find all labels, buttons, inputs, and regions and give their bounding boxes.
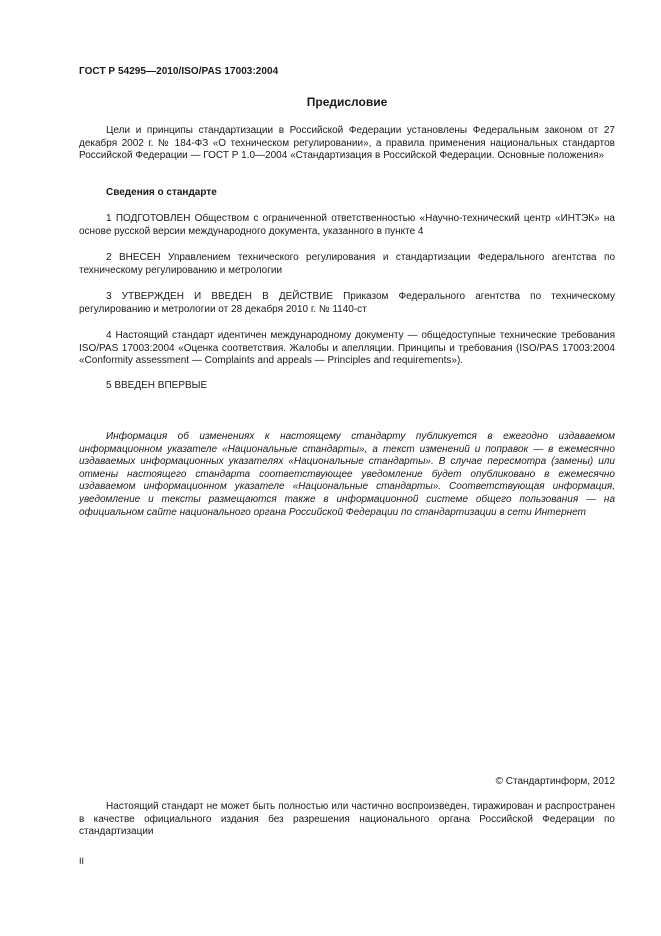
item-5-paragraph: 5 ВВЕДЕН ВПЕРВЫЕ (106, 380, 208, 391)
document-header: ГОСТ Р 54295—2010/ISO/PAS 17003:2004 (79, 66, 279, 77)
item-1-paragraph: 1 ПОДГОТОВЛЕН Обществом с ограниченной ответственностью «Научно-технический центр «ИНТЭК» на основе русской версии международного документа, указанного в пункте 4 (79, 213, 615, 237)
page-title: Предисловие (306, 95, 388, 109)
section-subheading: Сведения о стандарте (106, 187, 217, 198)
reproduction-notice: Настоящий стандарт не может быть полностью или частично воспроизведен, тиражирован и распространен в качестве официального издания без разрешения национального органа Российской Федерации по стандартизации (79, 801, 615, 837)
item-3-paragraph: 3 УТВЕРЖДЕН И ВВЕДЕН В ДЕЙСТВИЕ Приказом Федерального агентства по техническому регулированию и метрологии от 28 декабря 2010 г. № 1140-ст (79, 291, 615, 315)
intro-paragraph: Цели и принципы стандартизации в Российской Федерации установлены Федеральным законом от 27 декабря 2002 г. № 184-ФЗ «О техническом регулировании», а правила применения национальных стандартов Российской Федерации — ГОСТ Р 1.0—2004 «Стандартизация в Российской Федерации. Основные положения» (79, 125, 615, 161)
item-4-paragraph: 4 Настоящий стандарт идентичен международному документу — общедоступные технические требования ISO/PAS 17003:2004 «Оценка соответствия. Жалобы и апелляции. Принципы и требования (ISO/PAS 17003:2004 «Conformity assessment — Complaints and appeals — Principles and requirements»). (79, 330, 615, 366)
copyright-line: © Стандартинформ, 2012 (495, 776, 615, 787)
page-number: II (79, 856, 85, 866)
item-2-paragraph: 2 ВНЕСЕН Управлением технического регулирования и стандартизации Федерального агентства по техническому регулированию и метрологии (79, 252, 615, 276)
info-note-paragraph: Информация об изменениях к настоящему стандарту публикуется в ежегодно издаваемом информационном указателе «Национальные стандарты», а текст изменений и поправок — в ежемесячно издаваемых информационных указателях «Национальные стандарты». В случае пересмотра (замены) или отмены настоящего стандарта соответствующее уведомление будет опубликовано в ежемесячно издаваемом информационном указателе «Национальные стандарты». Соответствующая информация, уведомление и тексты размещаются также в информационной системе общего пользования — на официальном сайте национального органа Российской Федерации по стандартизации в сети Интернет (79, 431, 615, 518)
